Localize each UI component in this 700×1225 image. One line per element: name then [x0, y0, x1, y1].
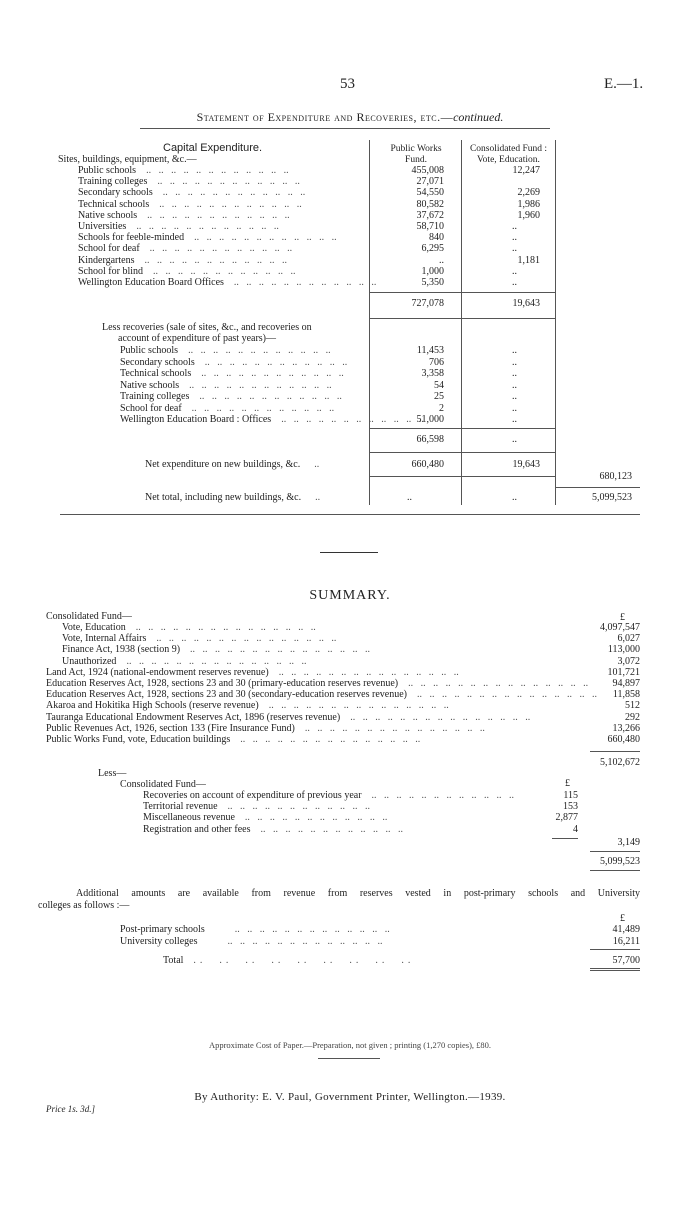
recovery-row-label: Native schools .. .. .. .. .. .. .. .. .. .. .. .. [120, 379, 332, 391]
capital-row-label-text: Kindergartens [78, 254, 135, 266]
capital-row-label: Kindergartens .. .. .. .. .. .. .. .. .. .. .. .. [78, 254, 287, 266]
authority-line: By Authority: E. V. Paul, Government Printer, Wellington.—1939. [194, 1091, 506, 1103]
summary-row-value: 101,721 [607, 666, 640, 678]
capital-row-pwf: 1,000 [421, 265, 444, 277]
capital-row-label-text: School for blind [78, 265, 143, 277]
additional-text-line1-text: Additional amounts are available from revenue from reserves vested in post-primary schools and University [76, 888, 640, 899]
col-header-cf [462, 144, 555, 166]
capital-row-pwf: 58,710 [416, 221, 444, 232]
summary-row-label-text: Land Act, 1924 (national-endowment reserves revenue) [46, 666, 269, 678]
capital-row-label-text: Public schools [78, 165, 137, 176]
less-row-label-text: Recoveries on account of expenditure of previous year [143, 790, 362, 801]
less-recoveries-line1: Less recoveries (sale of sites, &c., and recoveries on [102, 322, 312, 333]
summary-row-label: Education Reserves Act, 1928, sections 23 and 30 (primary-education reserves revenue) .. .. .. .. .. .. .. .. .. .. .. .. .. .. .. [46, 678, 589, 689]
less-row-label: Miscellaneous revenue .. .. .. .. .. .. .. .. .. .. .. .. [143, 812, 388, 824]
recovery-row-label-text: School for deaf [120, 402, 182, 414]
less-row-label: Recoveries on account of expenditure of previous year .. .. .. .. .. .. .. .. .. .. .. .. [143, 790, 515, 801]
summary-row-value: 11,858 [612, 689, 640, 701]
summary-row-label: Education Reserves Act, 1928, sections 23 and 30 (secondary-education reserves revenue) .. .. .. .. .. .. .. .. .. .. .. .. .. .. .. [46, 689, 597, 701]
capital-row-cf: 2,269 [517, 187, 540, 199]
recovery-row-cf: .. [512, 345, 517, 356]
net-cf: 19,643 [512, 459, 540, 470]
capital-row-pwf: 27,071 [416, 176, 444, 188]
capital-row-label-text: Universities [78, 221, 127, 232]
additional-row-label: Post-primary schools .. .. .. .. .. .. .. .. .. .. .. .. .. [120, 924, 390, 935]
summary-net-total: 5,099,523 [600, 856, 640, 867]
statement-title-main: Statement of Expenditure and Recoveries, etc.— [196, 110, 454, 124]
recovery-row-pwf: 11,453 [416, 345, 444, 356]
capital-row-pwf: 5,350 [421, 277, 444, 288]
capital-row-cf: .. [512, 277, 517, 288]
summary-row-value: 4,097,547 [600, 622, 640, 633]
recovery-row-label-text: Technical schools [120, 368, 192, 379]
additional-row-value: 41,489 [612, 924, 640, 935]
col-header-pwf [372, 144, 460, 166]
recoveries-total-pwf: 66,598 [416, 434, 444, 445]
recoveries-rule [370, 428, 556, 429]
less-currency: £ [565, 778, 570, 789]
summary-row-value: 113,000 [607, 644, 640, 656]
subtotal-pwf: 727,078 [411, 298, 444, 309]
summary-gross-total: 5,102,672 [600, 757, 640, 768]
additional-row-label-text: Post-primary schools [120, 924, 205, 935]
col-header-cf-line1: Consolidated Fund : [469, 144, 548, 154]
capital-row-pwf: 840 [429, 232, 444, 244]
net-total-cf: .. [512, 492, 517, 503]
statement-title [0, 110, 700, 125]
recovery-row-label-text: Wellington Education Board : Offices [120, 414, 272, 425]
summary-row-label-text: Public Works Fund, vote, Education buildings [46, 734, 231, 745]
page-number: 53 [340, 76, 355, 92]
summary-row-label-text: Vote, Education [62, 622, 126, 633]
summary-row-label-text: Public Revenues Act, 1926, section 133 (Fire Insurance Fund) [46, 722, 295, 734]
summary-row-label-text: Unauthorized [62, 655, 117, 667]
capital-row-pwf: .. [439, 254, 444, 266]
document-code: E.—1. [604, 76, 644, 92]
recovery-row-label: Technical schools .. .. .. .. .. .. .. .. .. .. .. .. [120, 368, 344, 379]
table-bottom-rule [60, 514, 640, 515]
subtotal-rule [370, 292, 556, 293]
recovery-row-pwf: 706 [429, 356, 444, 368]
additional-total: 57,700 [612, 955, 640, 966]
summary-row-label-text: Vote, Internal Affairs [62, 633, 147, 645]
summary-row-label-text: Education Reserves Act, 1928, sections 23 and 30 (secondary-education reserves revenue) [46, 689, 407, 701]
net-total-col: 680,123 [599, 471, 632, 482]
net-total-value: 5,099,523 [592, 492, 632, 503]
summary-row-label-text: Tauranga Educational Endowment Reserves Act, 1896 (reserves revenue) [46, 711, 341, 723]
summary-row-label: Land Act, 1924 (national-endowment reserves revenue) .. .. .. .. .. .. .. .. .. .. .. .. .. .. .. [46, 666, 459, 678]
capital-row-label-text: Secondary schools [78, 187, 153, 199]
capital-row-label: Public schools .. .. .. .. .. .. .. .. .. .. .. .. [78, 165, 289, 176]
summary-less-cf-label: Consolidated Fund— [120, 779, 206, 790]
additional-row-value: 16,211 [612, 935, 640, 947]
recovery-row-label-text: Secondary schools [120, 356, 195, 368]
col-header-pwf-line2: Fund. [405, 155, 427, 165]
summary-less-total: 3,149 [617, 837, 640, 848]
recoveries-under-rule [370, 452, 556, 453]
capital-row-cf: 1,960 [517, 209, 540, 221]
recovery-row-cf: .. [512, 368, 517, 379]
capital-row-label-text: Technical schools [78, 198, 150, 210]
title-rule [140, 128, 550, 129]
summary-row-value: 3,072 [617, 655, 640, 667]
summary-row-value: 94,897 [612, 678, 640, 689]
capital-row-label: Universities .. .. .. .. .. .. .. .. .. .. .. .. [78, 221, 279, 232]
summary-currency: £ [620, 612, 625, 623]
summary-row-label: Public Works Fund, vote, Education buildings .. .. .. .. .. .. .. .. .. .. .. .. .. .. .. [46, 734, 421, 745]
col-header-cf-line2: Vote, Education. [477, 155, 540, 165]
recovery-row-cf: .. [512, 356, 517, 368]
less-row-value: 4 [573, 823, 578, 835]
capital-row-label-text: Native schools [78, 209, 138, 221]
recovery-row-cf: .. [512, 402, 517, 414]
capital-row-label: Schools for feeble-minded .. .. .. .. .. .. .. .. .. .. .. .. [78, 232, 337, 244]
less-row-label-text: Registration and other fees [143, 823, 251, 835]
net-pwf: 660,480 [411, 459, 444, 470]
less-row-value: 2,877 [555, 812, 578, 824]
summary-row-label-text: Finance Act, 1938 (section 9) [62, 644, 181, 656]
capital-row-label: Native schools .. .. .. .. .. .. .. .. .. .. .. .. [78, 209, 290, 221]
capital-row-label-text: Wellington Education Board Offices [78, 277, 224, 288]
recovery-row-label-text: Native schools [120, 379, 180, 391]
additional-text-line1 [46, 888, 640, 899]
recovery-row-cf: .. [512, 391, 517, 402]
recoveries-total-cf: .. [512, 434, 517, 445]
cost-note: Approximate Cost of Paper.—Preparation, not given ; printing (1,270 copies), £80. [208, 1040, 492, 1050]
summary-row-label: Vote, Education .. .. .. .. .. .. .. .. .. .. .. .. .. .. .. [62, 622, 316, 633]
capital-row-cf: .. [512, 232, 517, 244]
summary-net-rule [590, 851, 640, 852]
summary-row-value: 660,480 [607, 734, 640, 745]
capital-row-pwf: 54,550 [416, 187, 444, 199]
net-rule [370, 476, 556, 477]
summary-less-label: Less— [98, 768, 127, 779]
capital-row-label: Wellington Education Board Offices .. .. .. .. .. .. .. .. .. .. .. .. [78, 277, 377, 288]
price-note: Price 1s. 3d.] [46, 1104, 95, 1114]
summary-net-under-rule [590, 870, 640, 871]
subtotal-cf: 19,643 [512, 298, 540, 309]
capital-row-cf: 1,181 [517, 254, 540, 266]
recovery-row-pwf: 51,000 [416, 414, 444, 425]
recovery-row-pwf: 54 [434, 379, 444, 391]
summary-row-value: 13,266 [612, 722, 640, 734]
summary-row-value: 6,027 [617, 633, 640, 645]
recovery-row-label: Public schools .. .. .. .. .. .. .. .. .. .. .. .. [120, 345, 331, 356]
summary-title: SUMMARY. [309, 588, 391, 603]
less-row-label-text: Miscellaneous revenue [143, 812, 235, 824]
capital-row-label-text: School for deaf [78, 243, 140, 255]
less-row-value: 153 [563, 801, 578, 813]
sites-label: Sites, buildings, equipment, &c.— [58, 154, 197, 165]
capital-row-pwf: 6,295 [421, 243, 444, 255]
capital-row-pwf: 455,008 [411, 165, 444, 176]
section-divider [320, 552, 378, 553]
net-total-label: Net total, including new buildings, &c. .. [145, 492, 321, 503]
capital-row-label: School for blind .. .. .. .. .. .. .. .. .. .. .. .. [78, 265, 296, 277]
capital-row-label-text: Schools for feeble-minded [78, 232, 185, 244]
net-total-text: Net total, including new buildings, &c. [145, 492, 302, 503]
recovery-row-cf: .. [512, 414, 517, 425]
additional-total-label: Total .. .. .. .. .. .. .. .. .. [163, 955, 415, 966]
summary-row-value: 512 [625, 700, 640, 712]
summary-row-value: 292 [625, 711, 640, 723]
additional-double-rule-1 [590, 968, 640, 969]
summary-row-label: Tauranga Educational Endowment Reserves Act, 1896 (reserves revenue) .. .. .. .. .. .. .. .. .. .. .. .. .. .. .. [46, 711, 531, 723]
additional-total-rule [590, 949, 640, 950]
additional-currency: £ [620, 913, 625, 924]
capital-row-label: School for deaf .. .. .. .. .. .. .. .. .. .. .. .. [78, 243, 293, 255]
footer-rule [318, 1058, 380, 1059]
recovery-row-label-text: Public schools [120, 345, 179, 356]
recovery-row-label: Wellington Education Board : Offices .. .. .. .. .. .. .. .. .. .. .. .. [120, 414, 424, 425]
recovery-row-label: Secondary schools .. .. .. .. .. .. .. .. .. .. .. .. [120, 356, 348, 368]
summary-row-label-text: Education Reserves Act, 1928, sections 23 and 30 (primary-education reserves revenue) [46, 678, 399, 689]
column-divider-3 [555, 140, 556, 505]
summary-row-label: Vote, Internal Affairs .. .. .. .. .. .. .. .. .. .. .. .. .. .. .. [62, 633, 337, 645]
summary-cf-label: Consolidated Fund— [46, 611, 132, 622]
net-expenditure-text: Net expenditure on new buildings, &c. [145, 459, 301, 470]
capital-row-cf: 1,986 [517, 198, 540, 210]
recovery-row-label: Training colleges .. .. .. .. .. .. .. .. .. .. .. .. [120, 391, 342, 402]
less-row-value: 115 [563, 790, 578, 801]
summary-row-label: Finance Act, 1938 (section 9) .. .. .. .. .. .. .. .. .. .. .. .. .. .. .. [62, 644, 371, 656]
less-row-label: Territorial revenue .. .. .. .. .. .. .. .. .. .. .. .. [143, 801, 371, 813]
summary-row-label: Akaroa and Hokitika High Schools (reserve revenue) .. .. .. .. .. .. .. .. .. .. .. .. .. .. .. [46, 700, 449, 712]
net-expenditure-label: Net expenditure on new buildings, &c. .. [145, 459, 320, 470]
capital-row-cf: .. [512, 243, 517, 255]
capital-heading: Capital Expenditure. [163, 142, 263, 154]
additional-double-rule-2 [590, 970, 640, 971]
recovery-row-pwf: 2 [439, 402, 444, 414]
column-divider-1 [369, 140, 370, 505]
capital-row-label: Secondary schools .. .. .. .. .. .. .. .. .. .. .. .. [78, 187, 306, 199]
less-row-label: Registration and other fees .. .. .. .. .. .. .. .. .. .. .. .. [143, 823, 403, 835]
summary-gross-rule [590, 751, 640, 752]
capital-row-pwf: 80,582 [416, 198, 444, 210]
capital-row-cf: .. [512, 221, 517, 232]
capital-row-label-text: Training colleges [78, 176, 148, 188]
recovery-row-pwf: 25 [434, 391, 444, 402]
capital-row-label: Training colleges .. .. .. .. .. .. .. .. .. .. .. .. [78, 176, 300, 188]
capital-row-label: Technical schools .. .. .. .. .. .. .. .. .. .. .. .. [78, 198, 302, 210]
recovery-row-pwf: 3,358 [421, 368, 444, 379]
summary-row-label: Public Revenues Act, 1926, section 133 (Fire Insurance Fund) .. .. .. .. .. .. .. .. .. .. .. .. .. .. .. [46, 722, 485, 734]
capital-row-cf: .. [512, 265, 517, 277]
capital-row-pwf: 37,672 [416, 209, 444, 221]
additional-row-label: University colleges .. .. .. .. .. .. .. .. .. .. .. .. .. [120, 935, 383, 947]
statement-title-italic: continued. [453, 110, 504, 124]
additional-text-line2: colleges as follows :— [38, 900, 130, 911]
less-recoveries-line2: account of expenditure of past years)— [118, 333, 276, 344]
capital-row-cf: 12,247 [512, 165, 540, 176]
subtotal-under-rule [370, 318, 556, 319]
additional-row-label-text: University colleges [120, 935, 198, 947]
summary-row-label: Unauthorized .. .. .. .. .. .. .. .. .. .. .. .. .. .. .. [62, 655, 307, 667]
summary-row-label-text: Akaroa and Hokitika High Schools (reserve revenue) [46, 700, 259, 712]
col-header-pwf-line1: Public Works [390, 144, 442, 154]
less-row-label-text: Territorial revenue [143, 801, 218, 813]
recovery-row-cf: .. [512, 379, 517, 391]
net-total-pwf: .. [407, 492, 412, 503]
net-total-rule [556, 487, 640, 488]
recovery-row-label: School for deaf .. .. .. .. .. .. .. .. .. .. .. .. [120, 402, 335, 414]
recovery-row-label-text: Training colleges [120, 391, 190, 402]
additional-total-text: Total [163, 955, 184, 966]
